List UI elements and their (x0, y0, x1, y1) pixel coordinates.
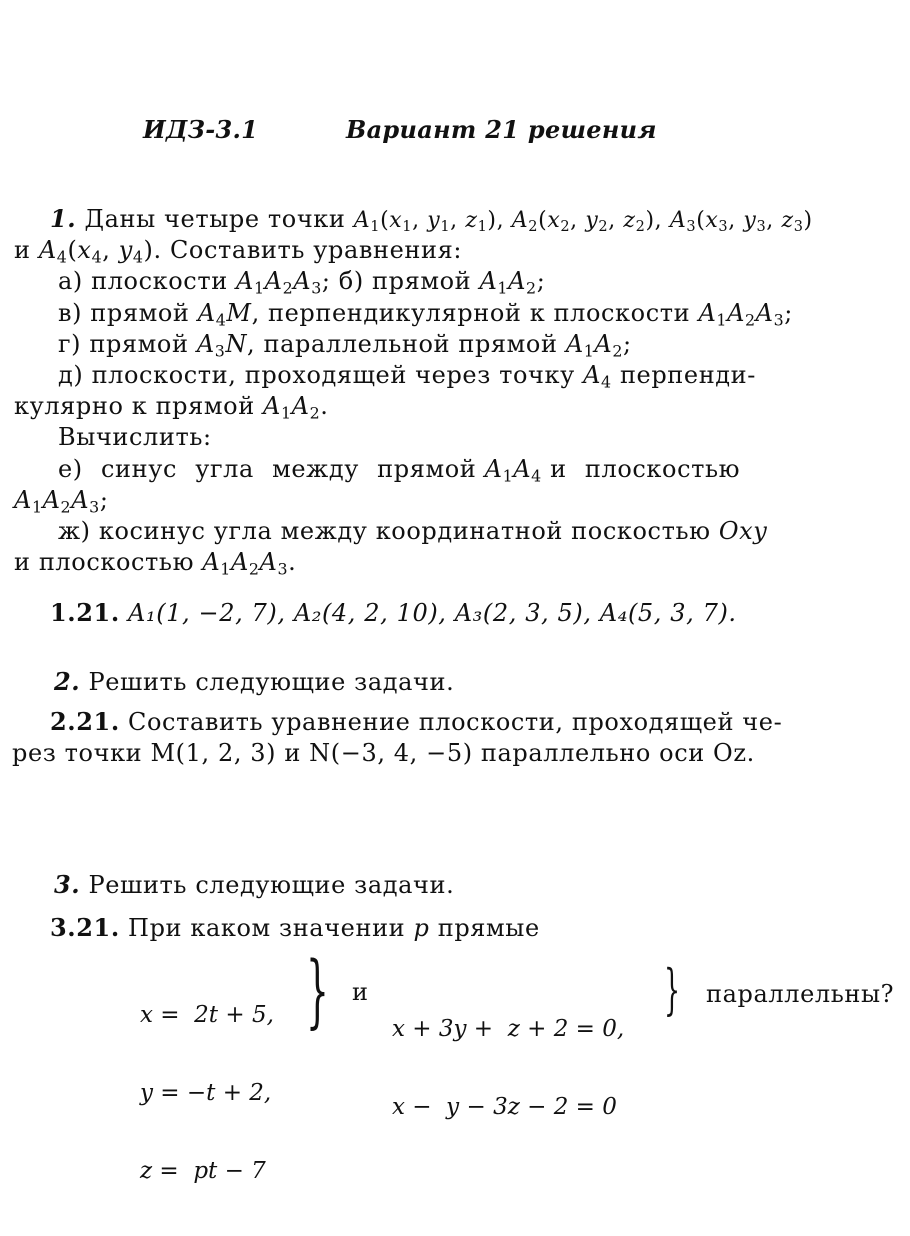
points-list: $A_1(x_1$, $y_1$, $z_1$), $A_2(x_2$, $y_2$, $z_2$), $A_3(x_3$, $y_3$, $z_3$) (353, 208, 813, 236)
item-zh-cont-text: и плоскостью (14, 548, 195, 576)
item-zh-text: ж) косинус угла между координатной поскостью (58, 517, 711, 545)
task1-item-zh (58, 517, 767, 545)
conjunction: и (352, 978, 369, 1006)
variant-title: Вариант 21 решения (346, 115, 657, 144)
task1-line-1 (50, 204, 813, 236)
system-1-eq-3: z = pt − 7 (140, 1158, 266, 1184)
task1-item-e-cont: $A_1A_2A_3$; (14, 486, 109, 517)
item-g-mid: , параллельной прямой (247, 330, 558, 358)
item-v-text: в) прямой (58, 299, 190, 327)
item-d-end: перпенди- (619, 361, 756, 389)
task2-21-line1 (50, 707, 782, 736)
task3-21-number: 3.21. (50, 913, 120, 942)
line2-prefix: и (14, 236, 31, 264)
task3-number: 3. (54, 870, 81, 899)
item-d-cont-text: кулярно к прямой (14, 392, 255, 420)
doc-title: ИДЗ-3.1 (143, 115, 259, 144)
task1-item-v: в) прямой $A_4M$, перпендикулярной к плоскости $A_1A_2A_3$; (58, 299, 793, 330)
task1-item-zh-cont: и плоскостью $A_1A_2A_3$. (14, 548, 297, 579)
item-e-text: е) синус угла между прямой (58, 455, 477, 483)
system-2-eq-2: x − y − 3z − 2 = 0 (392, 1094, 617, 1120)
item-a-text: а) плоскости (58, 267, 228, 295)
task2-title: Решить следующие задачи. (88, 668, 455, 696)
task1-item-d: д) плоскости, проходящей через точку $A_4$ перпенди- (58, 361, 756, 392)
system-1 (140, 950, 274, 1236)
task2-number: 2. (54, 667, 81, 696)
task2-21-number: 2.21. (50, 707, 120, 736)
task3-21-text-b: прямые (437, 914, 540, 942)
system-2-eq-1: x + 3y + z + 2 = 0, (392, 1016, 625, 1042)
task1-item-d-cont: кулярно к прямой $A_1A_2$. (14, 392, 329, 423)
task1-item-g: г) прямой $A_3N$, параллельной прямой $A_1A_2$; (58, 330, 632, 361)
task2-heading (54, 667, 454, 696)
task1-intro: Даны четыре точки (84, 205, 346, 233)
task2-21-text: Составить уравнение плоскости, проходящей че- (128, 708, 783, 736)
task1-21-number: 1.21. (50, 598, 120, 627)
item-b-text: ; б) прямой (321, 267, 472, 295)
item-v-mid: , перпендикулярной к плоскости (251, 299, 691, 327)
task1-number: 1. (50, 204, 77, 233)
task1-21 (50, 598, 737, 627)
task2-21-line2: рез точки M(1, 2, 3) и N(−3, 4, −5) параллельно оси Oz. (12, 739, 755, 767)
right-brace-1: } (306, 946, 329, 1038)
item-e-mid: и плоскостью (550, 455, 741, 483)
item-g-text: г) прямой (58, 330, 189, 358)
task1-line-2: и $A_4(x_4$, $y_4$). Составить уравнения: (14, 236, 463, 267)
item-d-text: д) плоскости, проходящей через точку (58, 361, 575, 389)
system-2 (392, 964, 624, 1172)
system-1-eq-2: y = −t + 2, (140, 1080, 272, 1106)
task1-21-text: A₁(1, −2, 7), A₂(4, 2, 10), A₃(2, 3, 5), A₄(5, 3, 7). (128, 599, 737, 627)
task3-heading (54, 870, 454, 899)
task3-title: Решить следующие задачи. (88, 871, 455, 899)
line2-suffix: . Составить уравнения: (153, 236, 463, 264)
task1-item-e: е) синус угла между прямой $A_1A_4$ и плоскостью (58, 455, 741, 486)
item-zh-plane: Oxy (718, 517, 768, 545)
task3-21-param: p (413, 914, 430, 942)
task3-21-line1 (50, 913, 540, 942)
question-text: параллельны? (706, 980, 895, 1008)
right-brace-2: } (664, 960, 681, 1022)
task1-compute: Вычислить: (58, 423, 212, 451)
system-1-eq-1: x = 2t + 5, (140, 1002, 274, 1028)
task1-item-a: а) плоскости $A_1A_2A_3$; б) прямой $A_1A_2$; (58, 267, 546, 298)
task3-21-text-a: При каком значении (128, 914, 406, 942)
